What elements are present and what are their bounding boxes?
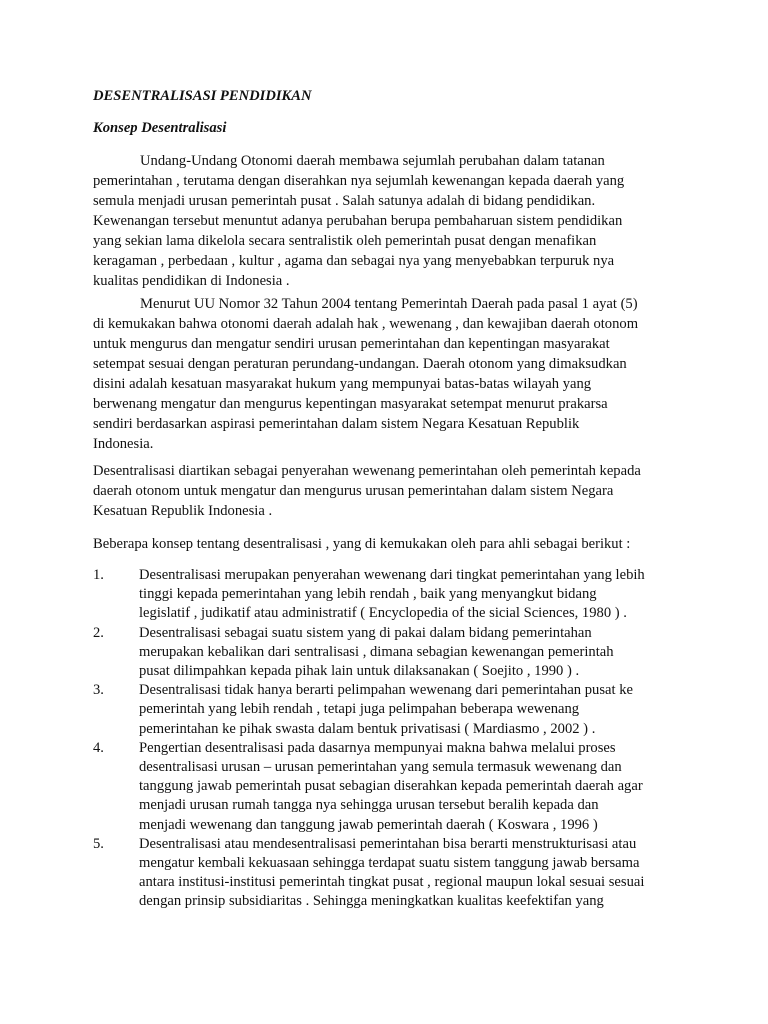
paragraph-line: Desentralisasi diartikan sebagai penyerahan wewenang pemerintahan oleh pemerintah kepada xyxy=(93,463,641,479)
paragraph-line: di kemukakan bahwa otonomi daerah adalah hak , wewenang , dan kewajiban daerah otonom xyxy=(93,316,639,332)
list-item-line: desentralisasi urusan – urusan pemerintahan yang semula termasuk wewenang dan xyxy=(139,759,622,776)
paragraph-line: berwenang mengatur dan mengurus kepentingan masyarakat setempat menurut prakarsa xyxy=(93,396,608,412)
list-number: 3. xyxy=(93,682,104,699)
paragraph-line: keragaman , perbedaan , kultur , agama dan sebagai nya yang menyebabkan terpuruk nya xyxy=(93,253,615,269)
list-item xyxy=(93,835,693,912)
paragraph-uu-nomor-32 xyxy=(93,294,683,454)
list-item-line: tanggung jawab pemerintah pusat sebagian diserahkan kepada pemerintah daerah agar xyxy=(139,778,643,795)
section-heading: Konsep Desentralisasi xyxy=(93,120,227,136)
paragraph-line: Kewenangan tersebut menuntut adanya perubahan berupa pembaharuan sistem pendidikan xyxy=(93,213,623,229)
list-item-line: tinggi kepada pemerintahan yang lebih rendah , baik yang menyangkut bidang xyxy=(139,586,597,603)
list-item-line: Desentralisasi merupakan penyerahan wewenang dari tingkat pemerintahan yang lebih xyxy=(139,567,645,583)
list-item-line: dengan prinsip subsidiaritas . Sehingga meningkatkan kualitas keefektifan yang xyxy=(139,893,604,910)
paragraph-line: semula menjadi urusan pemerintah pusat . Salah satunya adalah di bidang pendidikan. xyxy=(93,193,596,209)
list-item-line: menjadi wewenang dan tanggung jawab pemerintah daerah ( Koswara , 1996 ) xyxy=(139,816,598,833)
paragraph-line: daerah otonom untuk mengatur dan mengurus urusan pemerintahan dalam sistem Negara xyxy=(93,483,614,499)
list-number: 4. xyxy=(93,739,104,756)
paragraph-line: disini adalah kesatuan masyarakat hukum yang mempunyai batas-batas wilayah yang xyxy=(93,376,592,392)
list-number: 2. xyxy=(93,624,104,641)
paragraph-line: setempat sesuai dengan peraturan perundang-undangan. Daerah otonom yang dimaksudkan xyxy=(93,356,627,372)
paragraph-line: kualitas pendidikan di Indonesia . xyxy=(93,273,290,289)
list-item xyxy=(93,624,693,682)
list-item-line: Pengertian desentralisasi pada dasarnya mempunyai makna bahwa melalui proses xyxy=(139,739,616,756)
list-number: 1. xyxy=(93,567,104,583)
list-item-line: mengatur kembali kekuasaan sehingga terdapat suatu sistem tanggung jawab bersama xyxy=(139,855,640,872)
list-item-line: menjadi urusan rumah tangga nya sehingga urusan tersebut beralih kepada dan xyxy=(139,797,599,814)
list-item-line: Desentralisasi sebagai suatu sistem yang di pakai dalam bidang pemerintahan xyxy=(139,624,592,641)
list-item-line: pemerintahan ke pihak swasta dalam bentuk privatisasi ( Mardiasmo , 2002 ) . xyxy=(139,720,596,737)
list-item-text xyxy=(139,624,693,682)
paragraph-line: Beberapa konsep tentang desentralisasi , yang di kemukakan oleh para ahli sebagai berikut : xyxy=(93,536,631,552)
paragraph-otonomi-daerah xyxy=(93,151,683,291)
paragraph-line: pemerintahan , terutama dengan diserahkan nya sejumlah kewenangan kepada daerah yang xyxy=(93,173,625,189)
list-item-text xyxy=(139,835,693,912)
list-item-line: merupakan kebalikan dari sentralisasi , dimana sebagian kewenangan pemerintah xyxy=(139,643,614,660)
paragraph-line: Kesatuan Republik Indonesia . xyxy=(93,503,273,519)
list-number: 5. xyxy=(93,835,104,852)
list-item-line: Desentralisasi atau mendesentralisasi pemerintahan bisa berarti menstrukturisasi atau xyxy=(139,835,637,852)
list-item-text xyxy=(139,739,693,835)
numbered-list xyxy=(93,566,693,912)
list-item xyxy=(93,739,693,835)
list-item-line: pemerintah yang lebih rendah , tetapi juga pelimpahan beberapa wewenang xyxy=(139,701,580,718)
paragraph-list-intro xyxy=(93,534,683,554)
list-item-line: pusat dilimpahkan kepada pihak lain untuk dilaksanakan ( Soejito , 1990 ) . xyxy=(139,663,580,680)
paragraph-line: sendiri berdasarkan aspirasi pemerintahan dalam sistem Negara Kesatuan Republik xyxy=(93,416,580,432)
paragraph-line: yang sekian lama dikelola secara sentralistik oleh pemerintah pusat dengan menafikan xyxy=(93,233,597,249)
list-item-line: antara institusi-institusi pemerintah tingkat pusat , regional maupun lokal sesuai sesuai xyxy=(139,874,645,891)
paragraph-line: Undang-Undang Otonomi daerah membawa sejumlah perubahan dalam tatanan xyxy=(140,153,605,169)
list-item xyxy=(93,681,693,739)
document-title: DESENTRALISASI PENDIDIKAN xyxy=(93,88,312,104)
paragraph-line: Menurut UU Nomor 32 Tahun 2004 tentang Pemerintah Daerah pada pasal 1 ayat (5) xyxy=(140,296,638,312)
paragraph-definisi-desentralisasi xyxy=(93,461,683,521)
list-item-text xyxy=(139,681,693,739)
list-item-line: legislatif , judikatif atau administratif ( Encyclopedia of the sicial Sciences, 1980 ) . xyxy=(139,605,627,622)
paragraph-line: untuk mengurus dan mengatur sendiri urusan pemerintahan dan kepentingan masyarakat xyxy=(93,336,610,352)
list-item-line: Desentralisasi tidak hanya berarti pelimpahan wewenang dari pemerintahan pusat ke xyxy=(139,682,633,699)
list-item-text xyxy=(139,566,693,624)
paragraph-line: Indonesia. xyxy=(93,436,154,452)
list-item xyxy=(93,566,693,624)
